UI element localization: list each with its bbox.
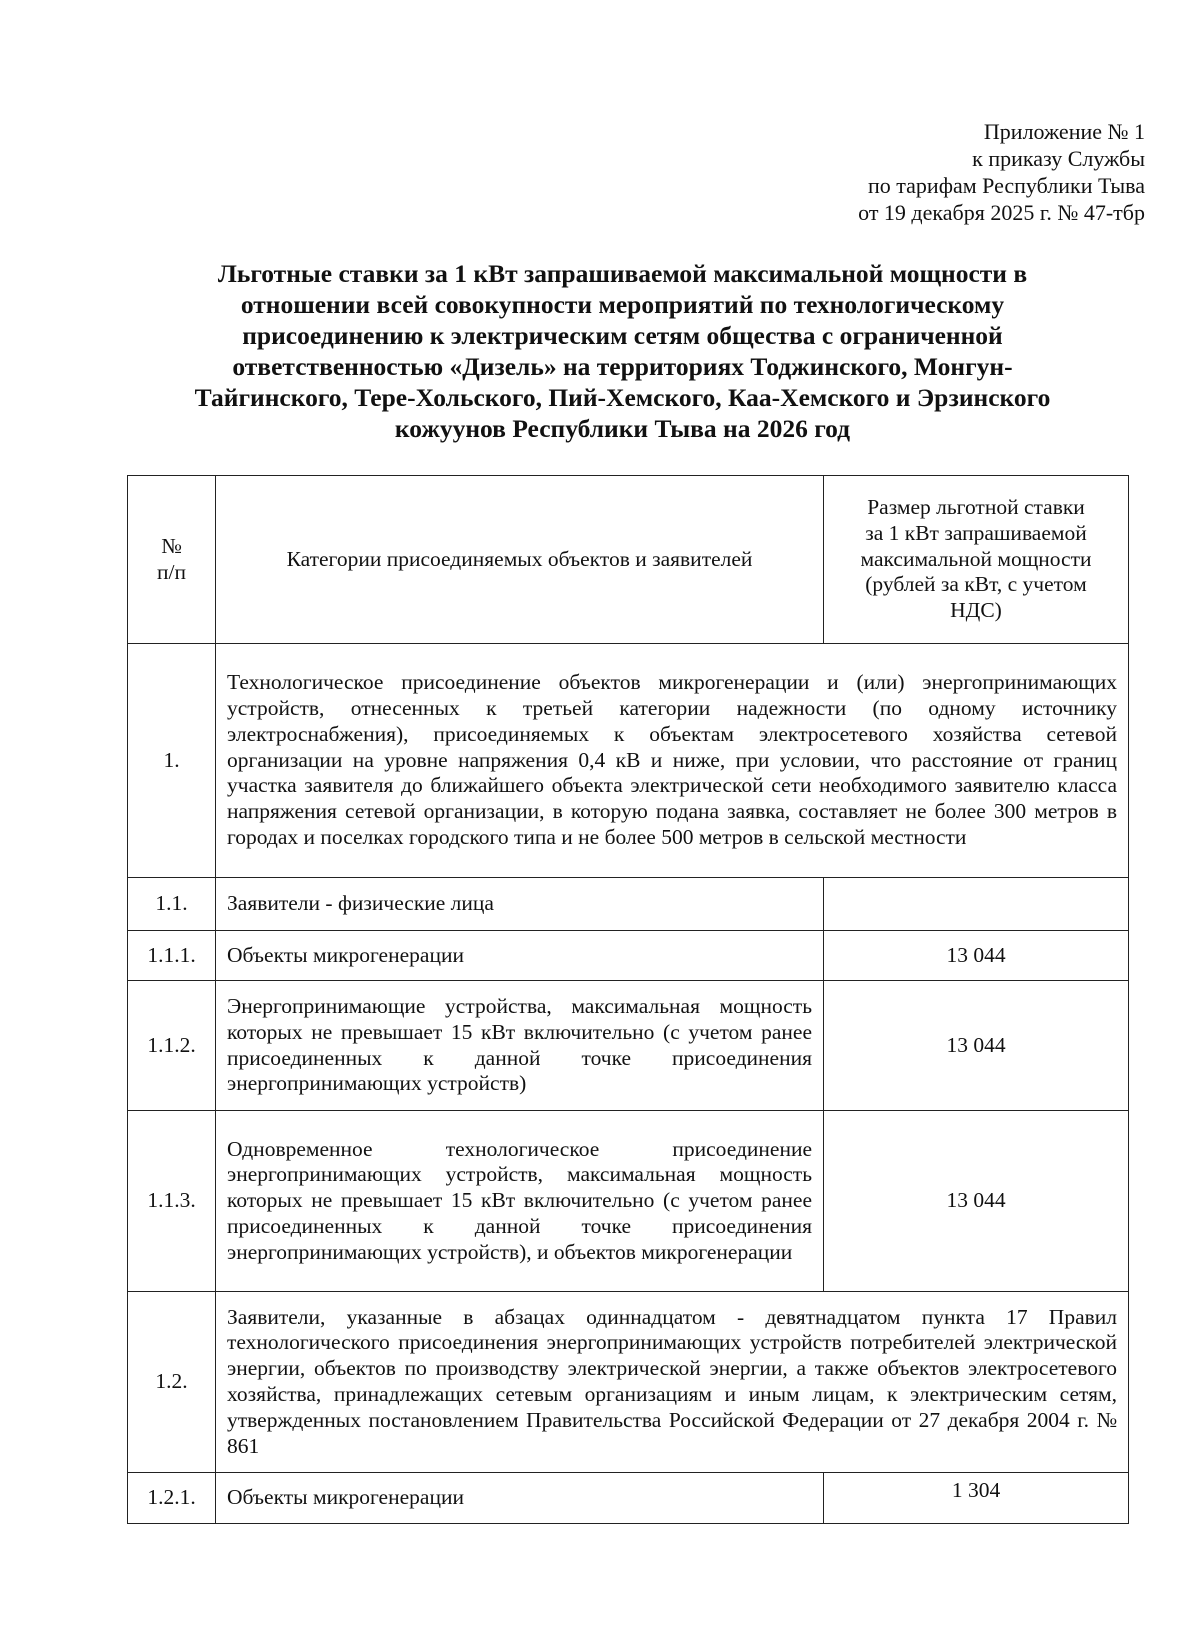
title-line: кожуунов Республики Тыва на 2026 год <box>394 414 851 443</box>
row-category-text: Объекты микрогенерации <box>216 1473 824 1524</box>
row-number: 1.1.3. <box>128 1111 216 1292</box>
row-category-text: Одновременное технологическое присоединение энергопринимающих устройств, максимальная мощность которых не превышает 15 кВт включительно (с учетом ранее присоединенных к данной точке присоединения энергопринимающих устройств), и объектов микрогенерации <box>216 1111 824 1292</box>
header-category: Категории присоединяемых объектов и заявителей <box>216 476 824 644</box>
appendix-line: от 19 декабря 2025 г. № 47-тбр <box>858 200 1145 225</box>
table-row <box>128 1292 1129 1473</box>
header-rate-line: Размер льготной ставки <box>867 495 1085 519</box>
row-rate-value <box>824 878 1129 931</box>
header-rate-line: максимальной мощности <box>860 546 1092 571</box>
table-header-row <box>128 476 1129 644</box>
row-number: 1.1.1. <box>128 931 216 981</box>
appendix-header <box>858 118 1145 226</box>
header-rate-line: (рублей за кВт, с учетом <box>865 572 1087 597</box>
row-category-text: Энергопринимающие устройства, максимальная мощность которых не превышает 15 кВт включительно (с учетом ранее присоединенных к данной точке присоединения энергопринимающих устройств) <box>216 981 824 1111</box>
title-line: ответственностью «Дизель» на территориях Тоджинского, Монгун- <box>232 352 1013 381</box>
rates-table <box>127 475 1129 1524</box>
table-row <box>128 878 1129 931</box>
title-line: отношении всей совокупности мероприятий по технологическому <box>240 290 1005 319</box>
table-row <box>128 931 1129 981</box>
table-row <box>128 1473 1129 1524</box>
row-number: 1.1. <box>128 878 216 931</box>
title-line: Тайгинского, Тере-Хольского, Пий-Хемского, Каа-Хемского и Эрзинского <box>194 383 1051 412</box>
row-rate-value: 13 044 <box>824 981 1129 1111</box>
row-number: 1.2. <box>128 1292 216 1473</box>
row-number: 1.2.1. <box>128 1473 216 1524</box>
table-row <box>128 644 1129 878</box>
row-rate-value: 13 044 <box>824 1111 1129 1292</box>
header-rate <box>824 476 1129 644</box>
row-rate-value: 13 044 <box>824 931 1129 981</box>
row-rate-value: 1 304 <box>824 1473 1129 1524</box>
title-line: присоединению к электрическим сетям общества с ограниченной <box>242 321 1003 350</box>
document-title <box>150 258 1095 444</box>
appendix-line: по тарифам Республики Тыва <box>868 173 1145 198</box>
header-number-abbr: п/п <box>157 559 186 584</box>
header-rate-line: НДС) <box>950 598 1002 623</box>
appendix-line: Приложение № 1 <box>983 119 1145 144</box>
row-category-text: Технологическое присоединение объектов микрогенерации и (или) энергопринимающих устройств, отнесенных к третьей категории надежности (по одному источнику электроснабжения), присоединяемых к объектам электросетевого хозяйства сетевой организации на уровне напряжения 0,4 кВ и ниже, при условии, что расстояние от границ участка заявителя до ближайшего объекта электрической сети необходимого заявителю класса напряжения сетевой организации, в которую подана заявка, составляет не более 300 метров в городах и поселках городского типа и не более 500 метров в сельской местности <box>216 644 1129 878</box>
row-category-text: Заявители, указанные в абзацах одиннадцатом - девятнадцатом пункта 17 Правил технологического присоединения энергопринимающих устройств потребителей электрической энергии, объектов по производству электрической энергии, а также объектов электросетевого хозяйства, принадлежащих сетевым организациям и иным лицам, к электрическим сетям, утвержденных постановлением Правительства Российской Федерации от 27 декабря 2004 г. № 861 <box>216 1292 1129 1473</box>
title-line: Льготные ставки за 1 кВт запрашиваемой максимальной мощности в <box>217 259 1028 288</box>
row-category-text: Заявители - физические лица <box>216 878 824 931</box>
header-number <box>128 476 216 644</box>
table-row <box>128 981 1129 1111</box>
appendix-line: к приказу Службы <box>972 146 1145 171</box>
row-number: 1.1.2. <box>128 981 216 1111</box>
header-number-symbol: № <box>161 533 182 558</box>
row-number: 1. <box>128 644 216 878</box>
row-category-text: Объекты микрогенерации <box>216 931 824 981</box>
table-row <box>128 1111 1129 1292</box>
header-rate-line: за 1 кВт запрашиваемой <box>865 520 1087 545</box>
